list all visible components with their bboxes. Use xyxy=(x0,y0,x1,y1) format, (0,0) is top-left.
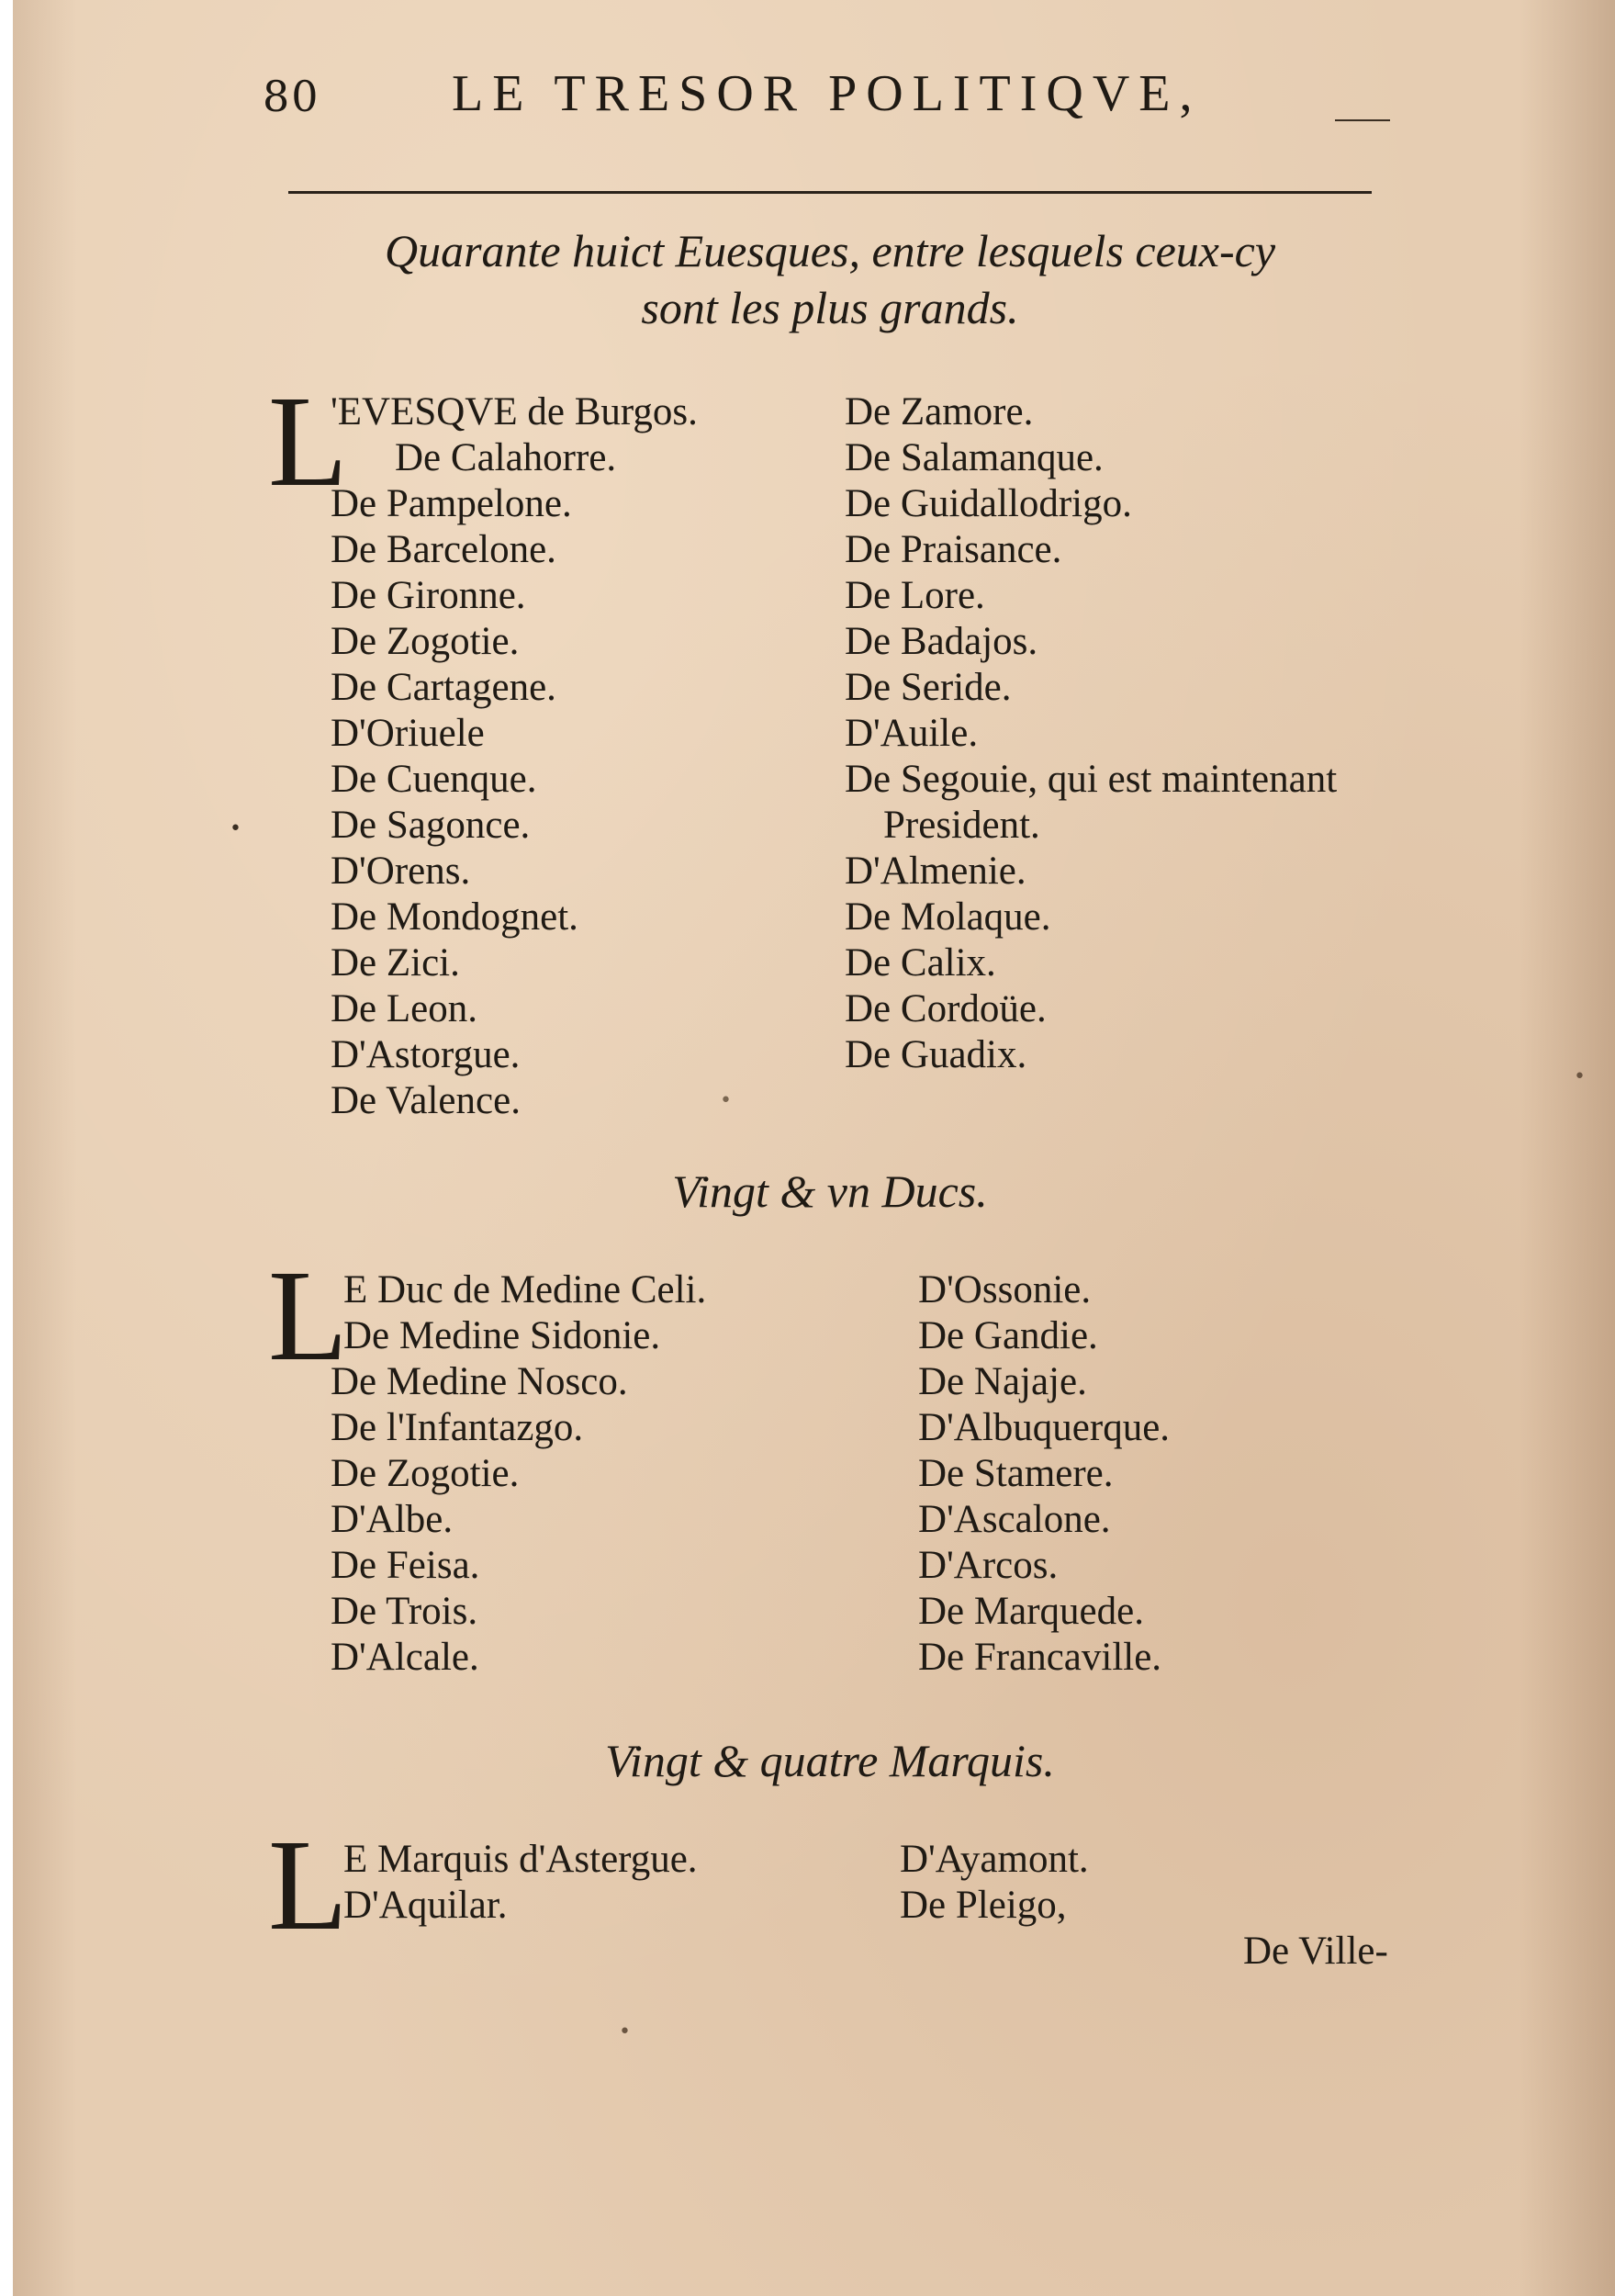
section-heading-bishops: Quarante huict Euesques, entre lesquels ceux-cy xyxy=(384,225,1276,276)
drop-cap: L xyxy=(268,1243,348,1388)
list-item: De Guadix. xyxy=(845,1033,1027,1076)
list-item: D'Almenie. xyxy=(845,850,1026,893)
list-item: De l'Infantazgo. xyxy=(331,1406,584,1449)
list-item: De Medine Nosco. xyxy=(331,1360,628,1403)
list-item: De Badajos. xyxy=(845,620,1038,663)
list-item: De Cuenque. xyxy=(331,758,537,801)
list-item: De Marquede. xyxy=(918,1590,1144,1633)
list-item: De Mondognet. xyxy=(331,895,578,939)
marquis-right-column xyxy=(900,1837,1089,1929)
list-item: De Stamere. xyxy=(918,1452,1114,1495)
list-item: De Lore. xyxy=(845,574,985,617)
section-subheading-bishops: sont les plus grands. xyxy=(641,282,1019,333)
running-title: LE TRESOR POLITIQVE, xyxy=(452,65,1202,122)
list-item: D'Arcos. xyxy=(918,1544,1059,1587)
list-item: De Guidallodrigo. xyxy=(845,482,1132,525)
list-item: De Gironne. xyxy=(331,574,526,617)
list-item: D'Albuquerque. xyxy=(918,1406,1171,1449)
bishops-left-column xyxy=(331,389,698,1124)
list-item: De Zogotie. xyxy=(331,620,520,663)
list-item: De Najaje. xyxy=(918,1360,1087,1403)
list-item: De Zogotie. xyxy=(331,1452,520,1495)
list-item: De Pampelone. xyxy=(331,482,572,525)
list-item: 'EVESQVE de Burgos. xyxy=(331,390,698,433)
list-item: D'Ascalone. xyxy=(918,1498,1111,1541)
list-item: President. xyxy=(883,804,1040,847)
list-item: E Marquis d'Astergue. xyxy=(343,1838,698,1881)
list-item: De Calahorre. xyxy=(395,436,617,479)
list-item: De Molaque. xyxy=(845,895,1051,939)
drop-cap: L xyxy=(268,1812,348,1957)
header-flourish xyxy=(1335,119,1390,121)
list-item: D'Orens. xyxy=(331,850,471,893)
list-item: De Salamanque. xyxy=(845,436,1104,479)
section-heading-marquis: Vingt & quatre Marquis. xyxy=(605,1735,1055,1786)
list-item: De Gandie. xyxy=(918,1314,1098,1357)
list-item: D'Aquilar. xyxy=(343,1884,508,1927)
list-item: De Zici. xyxy=(331,941,460,985)
list-item: De Feisa. xyxy=(331,1544,480,1587)
list-item: De Leon. xyxy=(331,987,477,1030)
page-number: 80 xyxy=(263,72,320,121)
header-rule xyxy=(288,191,1372,194)
list-item: D'Albe. xyxy=(331,1498,454,1541)
list-item: De Cordoüe. xyxy=(845,987,1047,1030)
marquis-left-column xyxy=(331,1837,698,1929)
list-item: De Cartagene. xyxy=(331,666,556,709)
list-item: D'Oriuele xyxy=(331,712,485,755)
ink-speck: • xyxy=(1574,1065,1586,1088)
list-item: De Barcelone. xyxy=(331,528,556,571)
list-item: De Francaville. xyxy=(918,1636,1162,1679)
drop-cap: L xyxy=(268,368,348,513)
list-item: D'Alcale. xyxy=(331,1636,479,1679)
list-item: De Valence. xyxy=(331,1079,521,1122)
list-item: De Pleigo, xyxy=(900,1884,1067,1927)
book-page xyxy=(13,0,1615,2296)
list-item: D'Ayamont. xyxy=(900,1838,1089,1881)
ink-speck: • xyxy=(619,2020,631,2043)
list-item: E Duc de Medine Celi. xyxy=(343,1268,707,1311)
list-item: De Medine Sidonie. xyxy=(343,1314,661,1357)
dukes-left-column xyxy=(331,1267,706,1681)
list-item: D'Ossonie. xyxy=(918,1268,1092,1311)
list-item: De Zamore. xyxy=(845,390,1034,433)
list-item: De Trois. xyxy=(331,1590,478,1633)
dukes-right-column xyxy=(918,1267,1170,1681)
list-item: De Segouie, qui est maintenant xyxy=(845,758,1338,801)
list-item: D'Astorgue. xyxy=(331,1033,521,1076)
list-item: De Sagonce. xyxy=(331,804,531,847)
section-heading-dukes: Vingt & vn Ducs. xyxy=(672,1165,988,1217)
catchword: De Ville- xyxy=(1243,1930,1388,1973)
ink-speck: • xyxy=(230,817,241,840)
bishops-right-column xyxy=(845,389,1337,1078)
list-item: De Praisance. xyxy=(845,528,1062,571)
list-item: De Calix. xyxy=(845,941,996,985)
ink-speck: • xyxy=(720,1089,732,1112)
list-item: D'Auile. xyxy=(845,712,979,755)
list-item: De Seride. xyxy=(845,666,1012,709)
